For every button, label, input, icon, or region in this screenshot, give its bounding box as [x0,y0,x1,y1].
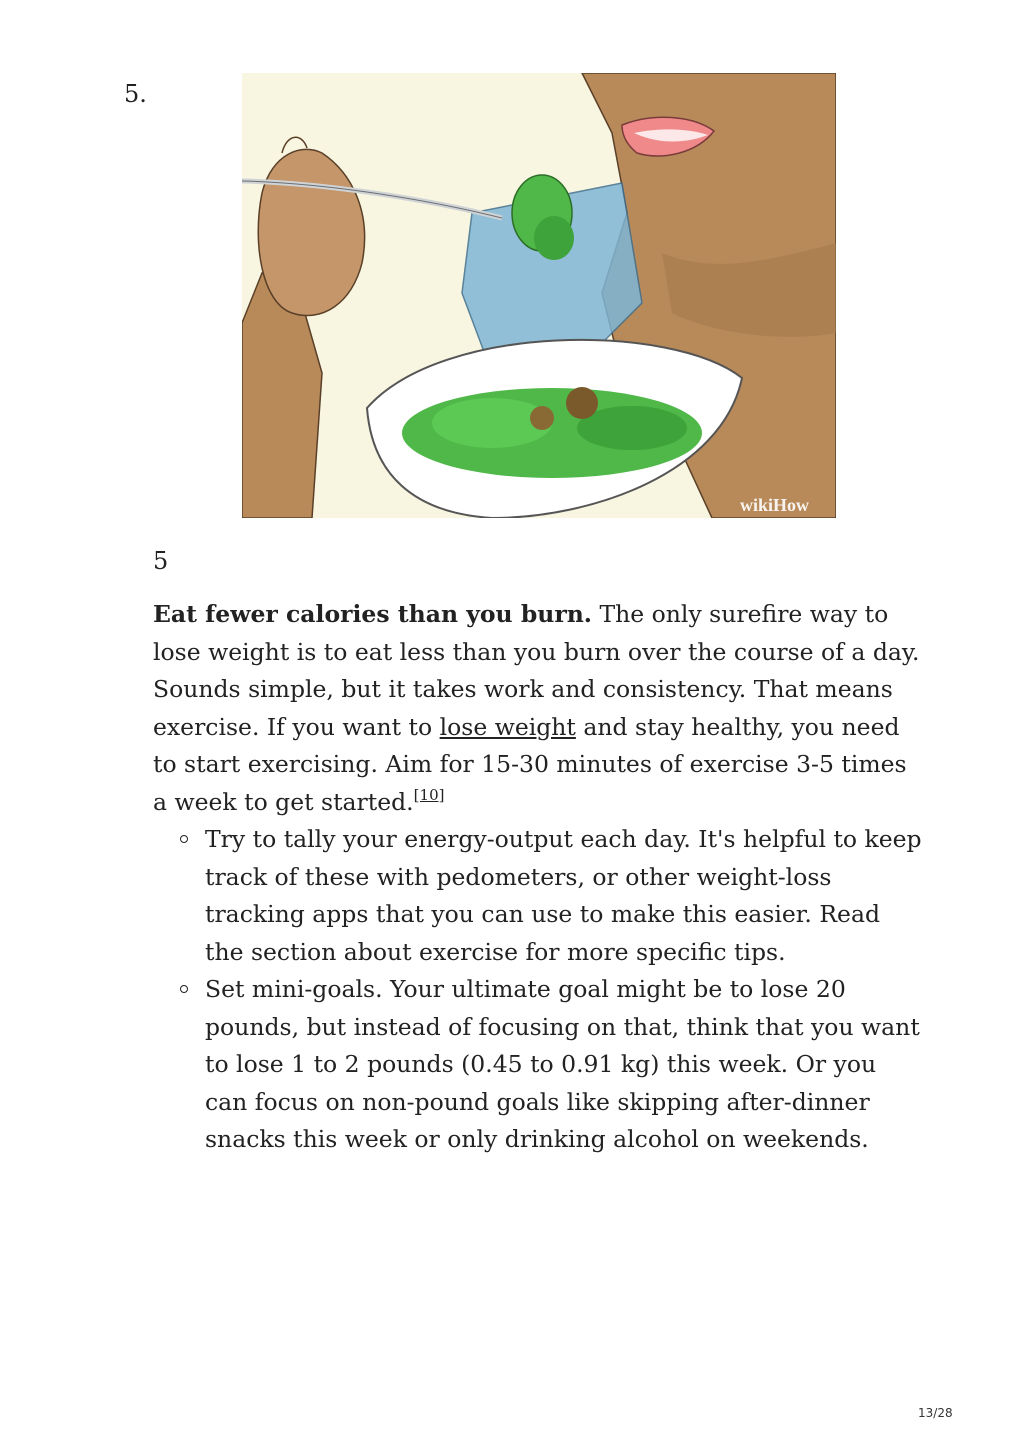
step-label: 5 [153,547,169,575]
step-title: Eat fewer calories than you burn. [153,600,592,628]
bullet-circle-icon [180,835,188,843]
tips-list [153,821,923,1159]
step-paragraph [153,596,923,821]
reference-link[interactable]: [10] [413,785,445,804]
salad-illustration [242,73,836,518]
lose-weight-link[interactable]: lose weight [439,712,576,741]
bullet-circle-icon [180,985,188,993]
tip-text: Try to tally your energy-output each day. It's helpful to keep track of these with pedometers, or other weight-loss tracking apps that you can use to make this easier. Read the section about exercise for more specific tips. [205,825,922,966]
list-item [205,821,923,971]
step-list-marker: 5. [124,80,147,108]
step-text-part-2: and stay healthy, you need to start exercising. Aim for 15-30 minutes of exercise 3-5 times a week to get started. [153,712,907,816]
step-body [153,596,923,1159]
page-number: 13/28 [918,1406,953,1420]
tip-text: Set mini-goals. Your ultimate goal might be to lose 20 pounds, but instead of focusing on that, think that you want to lose 1 to 2 pounds (0.45 to 0.91 kg) this week. Or you can focus on non-pound goals like skipping after-dinner snacks this week or only drinking alcohol on weekends. [205,975,920,1153]
wikihow-watermark: wikiHow [740,495,810,515]
step-text-part-1: The only surefire way to lose weight is to eat less than you burn over the course of a day. Sounds simple, but it takes work and consistency. That means exercise. If you want to [153,600,920,741]
list-item [205,971,923,1159]
